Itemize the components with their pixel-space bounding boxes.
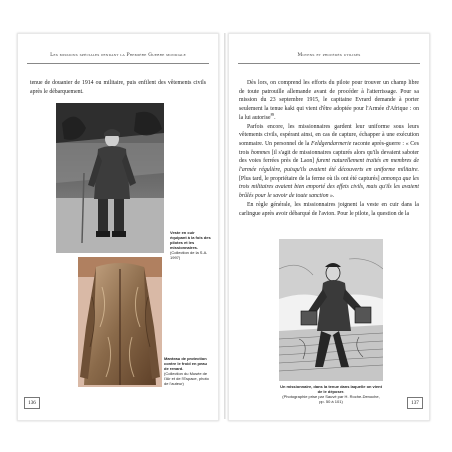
photo-1-caption <box>170 230 212 260</box>
right-running-head: Moyens et procédés utilisés <box>297 53 361 58</box>
photo-2-caption-credit: (Collection du Musée de l'Air et de l'Espace, photo de l'auteur) <box>164 371 209 386</box>
left-paragraph-1: tenue de douanier de 1914 ou militaire, puis enfilent des vêtements civils après le débarquement. <box>30 80 206 95</box>
fur-coat-photo <box>78 257 162 387</box>
para-2-part-c: [il s'agit de missionnaires capturés alors qu'ils devaient saboter des voies ferrées près de Laon] <box>239 149 419 165</box>
engraving-caption <box>279 384 383 404</box>
soldier-photograph-icon <box>56 103 164 253</box>
right-paragraph-1-text: Dès lors, on comprend les efforts du pilote pour trouver un champ libre de toute patrouille allemande avant de procéder à l'atterrissage. Pour sa mission du 23 septembre 1915, le capitaine Evrard demande à porter seulement la tenue kaki qui vient d'être adoptée pour l'Armée d'Afrique : on la lui autorise <box>239 80 419 121</box>
right-paragraph-3: En règle générale, les missionnaires joignent la veste en cuir dans la carlingue après avoir débarqué de l'avion. Pour le pilote, la question de la <box>239 201 419 217</box>
book-gutter <box>224 33 226 419</box>
left-body-text <box>30 79 206 96</box>
right-paragraph-1: Dès lors, on comprend les efforts du pilote pour trouver un champ libre de toute patrouille allemande avant de procéder à l'atterrissage. Pour sa mission du 23 septembre 1915, le capitaine Evrard demande à porter seulement la tenue kaki qui vient d'être adoptée pour l'Armée d'Afrique : on la lui autorise$^{89}$. <box>239 80 419 121</box>
right-page <box>228 33 430 421</box>
engraving-caption-credit: (Photographie prise par Sauvé par H. Roche-Denoche, pp. 50 à 101) <box>282 394 380 404</box>
right-paragraph-2 <box>239 123 419 201</box>
para-2-part-b: raconte après-guerre : « Ces trois <box>239 140 419 156</box>
left-running-head: Les missions spéciales pendant la Première Guerre mondiale <box>50 53 186 58</box>
para-2-italic-4: annonça que les trois militaires avaient bien emporté des effets civils, mais qu'ils les avaient brûlés pour le savoir de toute sanction <box>239 175 420 200</box>
right-body-text <box>239 79 419 218</box>
left-header-rule <box>27 63 209 64</box>
para-2-part-e: ». <box>328 193 335 200</box>
soldier-photo <box>56 103 164 253</box>
para-2-part-d: [Plus tard, le propriétaire de la ferme où ils ont été capturés] <box>239 175 382 182</box>
engraving-missionary-icon <box>279 239 383 381</box>
left-page-number: 136 <box>24 397 40 409</box>
photo-2-caption <box>164 356 212 386</box>
para-2-italic-3: furent naturellement traités en membres de l'armée régulière, puisqu'ils avaient été découverts en uniforme militaire. <box>239 158 419 174</box>
left-page <box>17 33 219 421</box>
engraving-photo <box>279 239 383 381</box>
right-header-rule <box>238 63 420 64</box>
para-2-italic-1: Feldgendarmerie <box>311 140 352 147</box>
photo-1-caption-title: Veste en cuir équipant à la fois des pilotes et les missionnaires. <box>170 230 211 250</box>
note-reference: 89 <box>270 112 275 117</box>
fur-coat-photograph-icon <box>78 257 162 387</box>
photo-2-caption-title: Manteau de protection contre le froid en peau de renard. <box>164 356 207 371</box>
engraving-caption-title: Un missionnaire, dans la tenue dans laquelle on vient de le déposer. <box>280 384 382 394</box>
para-2-part-a: Parfois encore, les missionnaires gardent leur uniforme sous leurs vêtements civils, espérant ainsi, en cas de capture, échapper à une exécution sommaire. Un personnel de la <box>239 123 419 147</box>
photo-1-caption-credit: (Collection de la S.A. 1997) <box>170 250 208 260</box>
para-2-italic-2: hommes <box>251 149 270 156</box>
right-page-number: 137 <box>407 397 423 409</box>
